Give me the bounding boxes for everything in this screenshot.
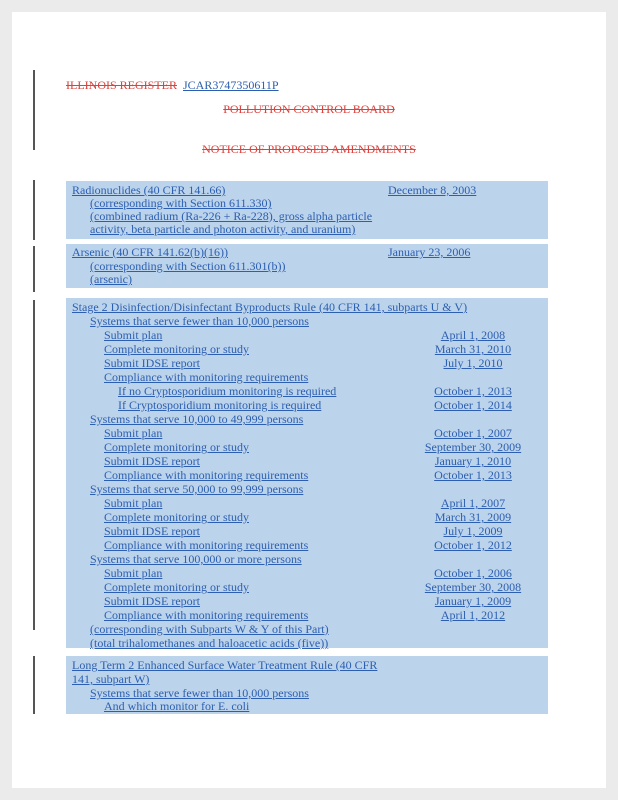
stage2-g4-date: April 1, 2012 (440, 608, 506, 622)
radionuclides-section (66, 181, 548, 239)
stage2-g2-item: Compliance with monitoring requirements (104, 468, 309, 482)
register-header (66, 78, 279, 93)
stage2-g1-date: October 1, 2013 (434, 384, 512, 398)
stage2-g3-item: Compliance with monitoring requirements (104, 538, 309, 552)
stage2-g3-date: July 1, 2009 (443, 524, 503, 538)
stage2-g2-item: Complete monitoring or study (104, 440, 249, 454)
lt2-section (66, 656, 548, 714)
arsenic-section (66, 244, 548, 288)
stage2-g2-date: September 30, 2009 (424, 440, 522, 454)
stage2-g1-item: Complete monitoring or study (104, 342, 249, 356)
register-title: ILLINOIS REGISTER (66, 78, 177, 92)
stage2-g3-item: Submit plan (104, 496, 163, 510)
stage2-group4-heading: Systems that serve 100,000 or more persons (90, 552, 302, 566)
lt2-title-line1: Long Term 2 Enhanced Surface Water Treatment Rule (40 CFR (72, 658, 378, 672)
stage2-g2-date: October 1, 2007 (434, 426, 512, 440)
stage2-g1-item: Compliance with monitoring requirements (104, 370, 309, 384)
radionuclides-line3: activity, beta particle and photon activity, and uranium) (90, 222, 356, 236)
stage2-g4-date: October 1, 2006 (434, 566, 512, 580)
notice-title: NOTICE OF PROPOSED AMENDMENTS (202, 142, 416, 156)
stage2-g2-date: January 1, 2010 (434, 454, 512, 468)
stage2-g1-date: April 1, 2008 (440, 328, 506, 342)
stage2-group3-heading: Systems that serve 50,000 to 99,999 persons (90, 482, 304, 496)
stage2-g1-date: October 1, 2014 (434, 398, 512, 412)
change-bar (33, 300, 35, 630)
stage2-g1-item: Submit plan (104, 328, 163, 342)
stage2-title: Stage 2 Disinfection/Disinfectant Byproducts Rule (40 CFR 141, subparts U & V) (72, 300, 468, 314)
arsenic-title: Arsenic (40 CFR 141.62(b)(16)) (72, 245, 228, 259)
change-bar (33, 180, 35, 240)
stage2-g4-date: September 30, 2008 (424, 580, 522, 594)
stage2-g3-item: Complete monitoring or study (104, 510, 249, 524)
stage2-g2-item: Submit plan (104, 426, 163, 440)
stage2-g1-item: Submit IDSE report (104, 356, 200, 370)
stage2-g4-item: Submit plan (104, 566, 163, 580)
radionuclides-line2: (combined radium (Ra-226 + Ra-228), gross alpha particle (90, 209, 373, 223)
stage2-g1-date: July 1, 2010 (443, 356, 503, 370)
stage2-group2-heading: Systems that serve 10,000 to 49,999 persons (90, 412, 304, 426)
change-bar (33, 656, 35, 714)
stage2-g1-item: If Cryptosporidium monitoring is required (118, 398, 322, 412)
stage2-g2-date: October 1, 2013 (434, 468, 512, 482)
arsenic-date: January 23, 2006 (388, 245, 471, 259)
stage2-g4-date: January 1, 2009 (434, 594, 512, 608)
stage2-section (66, 298, 548, 648)
lt2-title-line2: 141, subpart W) (72, 672, 150, 686)
stage2-g1-date: March 31, 2010 (434, 342, 512, 356)
stage2-g1-item: If no Cryptosporidium monitoring is required (118, 384, 337, 398)
stage2-corresponding: (corresponding with Subparts W & Y of this Part) (90, 622, 329, 636)
stage2-g4-item: Submit IDSE report (104, 594, 200, 608)
arsenic-line2: (arsenic) (90, 272, 132, 286)
stage2-g3-date: October 1, 2012 (434, 538, 512, 552)
stage2-g2-item: Submit IDSE report (104, 454, 200, 468)
board-title: POLLUTION CONTROL BOARD (223, 102, 395, 116)
stage2-g3-item: Submit IDSE report (104, 524, 200, 538)
stage2-contaminants: (total trihalomethanes and haloacetic acids (five)) (90, 636, 329, 650)
stage2-g4-item: Complete monitoring or study (104, 580, 249, 594)
arsenic-line1: (corresponding with Section 611.301(b)) (90, 259, 286, 273)
stage2-g4-item: Compliance with monitoring requirements (104, 608, 309, 622)
lt2-group1-heading: Systems that serve fewer than 10,000 persons (90, 686, 309, 700)
radionuclides-line1: (corresponding with Section 611.330) (90, 196, 272, 210)
radionuclides-title: Radionuclides (40 CFR 141.66) (72, 183, 226, 197)
stage2-g3-date: March 31, 2009 (434, 510, 512, 524)
lt2-g1-sub: And which monitor for E. coli (104, 699, 250, 713)
stage2-g3-date: April 1, 2007 (440, 496, 506, 510)
stage2-group1-heading: Systems that serve fewer than 10,000 persons (90, 314, 309, 328)
radionuclides-date: December 8, 2003 (388, 183, 477, 197)
change-bar (33, 246, 35, 292)
register-code: JCAR3747350611P (183, 78, 279, 92)
